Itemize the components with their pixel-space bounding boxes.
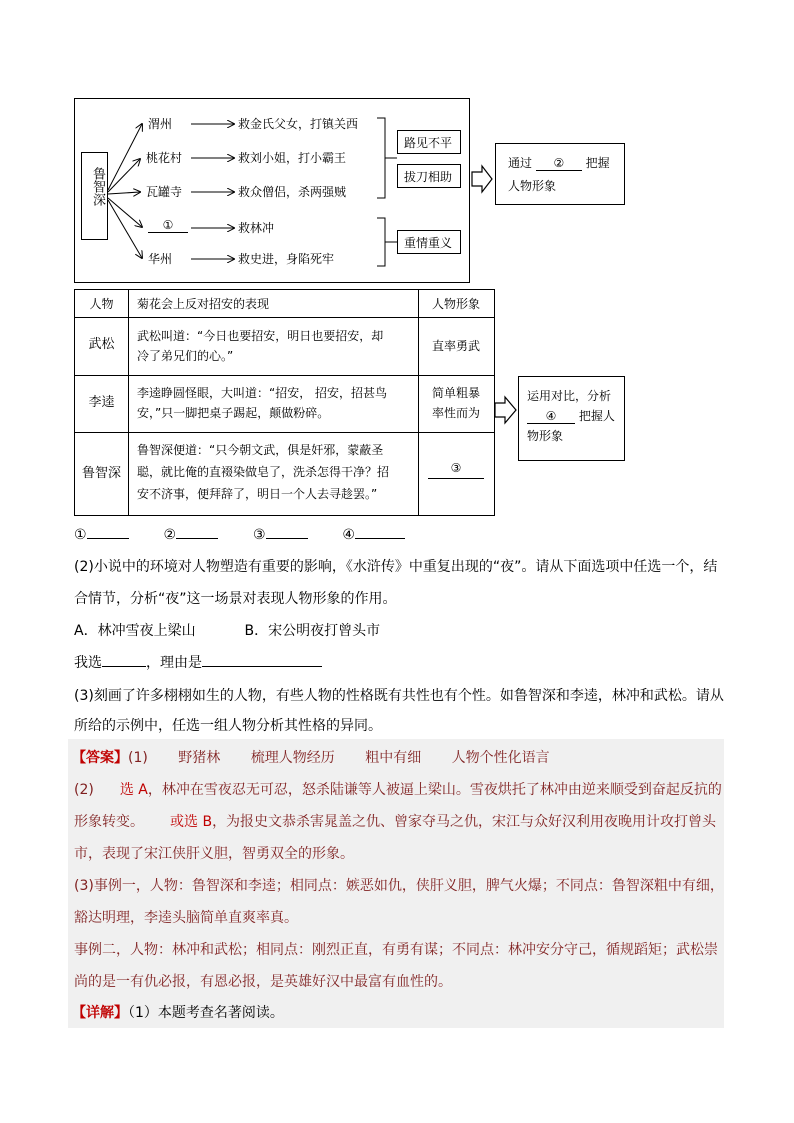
table-row-text: 鲁智深便道：“只今朝文武，俱是奸邪，蒙蔽圣 — [137, 443, 384, 457]
trait-box — [397, 130, 461, 154]
method-prefix: 通过 — [508, 156, 533, 170]
table-header: 菊花会上反对招安的表现 — [137, 297, 270, 311]
table-row-text: 安，”只一脚把桌子踢起，颠做粉碎。 — [137, 406, 330, 420]
method-suffix: 把握 — [585, 156, 610, 170]
question-2-options — [74, 621, 380, 641]
table-arrow — [494, 395, 518, 425]
detail-line — [72, 1003, 284, 1023]
comparison-line1: 运用对比，分析 — [527, 389, 612, 403]
answer-2-choice-b: 或选 B — [170, 814, 213, 830]
question-3-line2: 所给的示例中，任选一组人物分析其性格的异同。 — [74, 718, 382, 734]
deed-text: 救史进，身陷死牢 — [238, 252, 335, 266]
answer-1-item: 粗中有细 — [365, 750, 422, 766]
big-arrow — [472, 166, 492, 192]
answer-3-line4: 尚的是一有仇必报，有恩必报，是英雄好汉中最富有血性的。 — [74, 974, 452, 990]
option-b: B．宋公明夜打曾头市 — [244, 623, 381, 639]
table-row-name: 鲁智深 — [81, 466, 121, 481]
character-table — [74, 289, 495, 516]
table-row-name: 李逵 — [88, 395, 115, 410]
table-header: 人物 — [89, 297, 114, 311]
blank-label: ③ — [252, 527, 266, 543]
answer-2-num: (2) — [74, 782, 94, 798]
answer-1-item: 人物个性化语言 — [451, 750, 550, 766]
choice-blank[interactable] — [102, 666, 146, 667]
trait-label: 重情重义 — [404, 236, 453, 250]
deed-text: 救众僧侣，杀两强贼 — [238, 185, 347, 199]
table-row-name: 武松 — [88, 337, 115, 352]
trait-box — [397, 164, 461, 188]
blank-label: ① — [74, 527, 87, 543]
answer-1-item: 梳理人物经历 — [250, 750, 335, 766]
place-label: 华州 — [148, 252, 173, 266]
answer-label: 【答案】 — [72, 750, 128, 766]
blank-label: ④ — [342, 527, 355, 543]
answer-blank[interactable] — [87, 538, 129, 539]
bracket-top — [377, 118, 385, 198]
blank-label: ② — [163, 527, 177, 543]
blank-2: ② — [536, 156, 582, 171]
comparison-line2 — [527, 409, 615, 424]
answer-3-line1: (3)事例一，人物：鲁智深和李逵；相同点：嫉恶如仇，侠肝义胆，脾气火爆；不同点：鲁智深粗中有细， — [74, 878, 724, 894]
method-box — [495, 143, 625, 205]
blank-4: ④ — [527, 409, 575, 424]
answer-2-choice-a: 选 A — [119, 782, 148, 798]
answer-1 — [72, 748, 550, 768]
reason-blank[interactable] — [202, 666, 322, 667]
table-header: 人物形象 — [431, 297, 480, 311]
answer-2-line2 — [74, 812, 716, 832]
answer-2-text: 形象转变。 — [74, 814, 144, 830]
branch-line — [108, 159, 140, 192]
place-label: 瓦罐寺 — [146, 185, 183, 199]
trait-label: 拔刀相助 — [404, 170, 453, 184]
answer-1-item: 野猪林 — [178, 750, 221, 766]
main-character-name: 鲁智深 — [90, 167, 105, 206]
branch-line — [108, 198, 142, 227]
option-a: A．林冲雪夜上梁山 — [74, 623, 196, 639]
answer-blank[interactable] — [266, 538, 308, 539]
detail-label: 【详解】 — [72, 1005, 128, 1021]
place-label: 桃花村 — [146, 151, 183, 165]
answer-blank[interactable] — [355, 538, 405, 539]
branch-line — [108, 192, 140, 194]
answer-1-num: (1) — [128, 750, 148, 766]
question-2-choose — [74, 653, 322, 673]
choose-mid: ，理由是 — [146, 655, 202, 671]
table-row-image: 直率勇武 — [431, 339, 480, 353]
method-line2: 人物形象 — [508, 179, 557, 193]
place-blank: ① — [148, 218, 188, 233]
answer-3-line3: 事例二，人物：林冲和武松；相同点：刚烈正直，有勇有谋；不同点：林冲安分守己，循规蹈矩；武松崇 — [74, 942, 718, 958]
answer-2-line3: 市，表现了宋江侠肝义胆，智勇双全的形象。 — [74, 846, 354, 862]
deed-text: 救刘小姐，打小霸王 — [238, 151, 347, 165]
trait-box — [397, 230, 461, 254]
comparison-line3: 物形象 — [527, 429, 564, 443]
table-row-text: 安不济事，便拜辞了，明日一个人去寻趁罢。” — [137, 487, 378, 501]
answer-2-line1 — [74, 780, 722, 800]
answer-3-line2: 豁达明理，李逵头脑简单直爽率真。 — [74, 910, 298, 926]
branch-line — [108, 124, 142, 190]
table-row-text: 聪，就比俺的直裰染做皂了，洗杀怎得干净？招 — [137, 465, 390, 479]
table-row-text: 李逵睁圆怪眼，大叫道：“招安， 招安，招甚鸟 — [137, 386, 388, 400]
deed-text: 救金氏父女，打镇关西 — [238, 117, 359, 131]
detail-text: （1）本题考查名著阅读。 — [128, 1005, 284, 1021]
deed-text: 救林冲 — [238, 221, 275, 235]
question-3-line1: (3)刻画了许多栩栩如生的人物，有些人物的性格既有共性也有个性。如鲁智深和李逵，林冲和武松。请从 — [74, 688, 724, 704]
table-row-image: 简单粗暴 — [431, 386, 480, 400]
branch-line — [108, 200, 142, 258]
comparison-suffix: 把握人 — [578, 409, 615, 423]
blank-3: ③ — [428, 458, 484, 479]
answer-blanks-row — [74, 525, 405, 545]
bracket-bottom — [377, 218, 385, 266]
method-line — [508, 156, 610, 171]
choose-prefix: 我选 — [74, 655, 102, 671]
answer-blank[interactable] — [176, 538, 218, 539]
table-row-image: 率性而为 — [431, 406, 480, 420]
answer-2-text: ，林冲在雪夜忍无可忍，怒杀陆谦等人被逼上梁山。雪夜烘托了林冲由逆来顺受到奋起反抗的 — [147, 782, 722, 798]
table-row-text: 冷了弟兄们的心。” — [137, 349, 234, 363]
table-row-text: 武松叫道：“今日也要招安，明日也要招安，却 — [137, 329, 384, 343]
place-label: 渭州 — [148, 117, 173, 131]
answer-2-text: ，为报史文恭杀害晁盖之仇、曾家夺马之仇，宋江与众好汉利用夜晚用计攻打曾头 — [212, 814, 717, 830]
question-2-line1: (2)小说中的环境对人物塑造有重要的影响，《水浒传》中重复出现的“夜”。请从下面选项中任选一个，结 — [74, 559, 718, 575]
comparison-box — [518, 376, 625, 461]
trait-label: 路见不平 — [404, 136, 453, 150]
question-2-line2: 合情节，分析“夜”这一场景对表现人物形象的作用。 — [74, 591, 397, 607]
